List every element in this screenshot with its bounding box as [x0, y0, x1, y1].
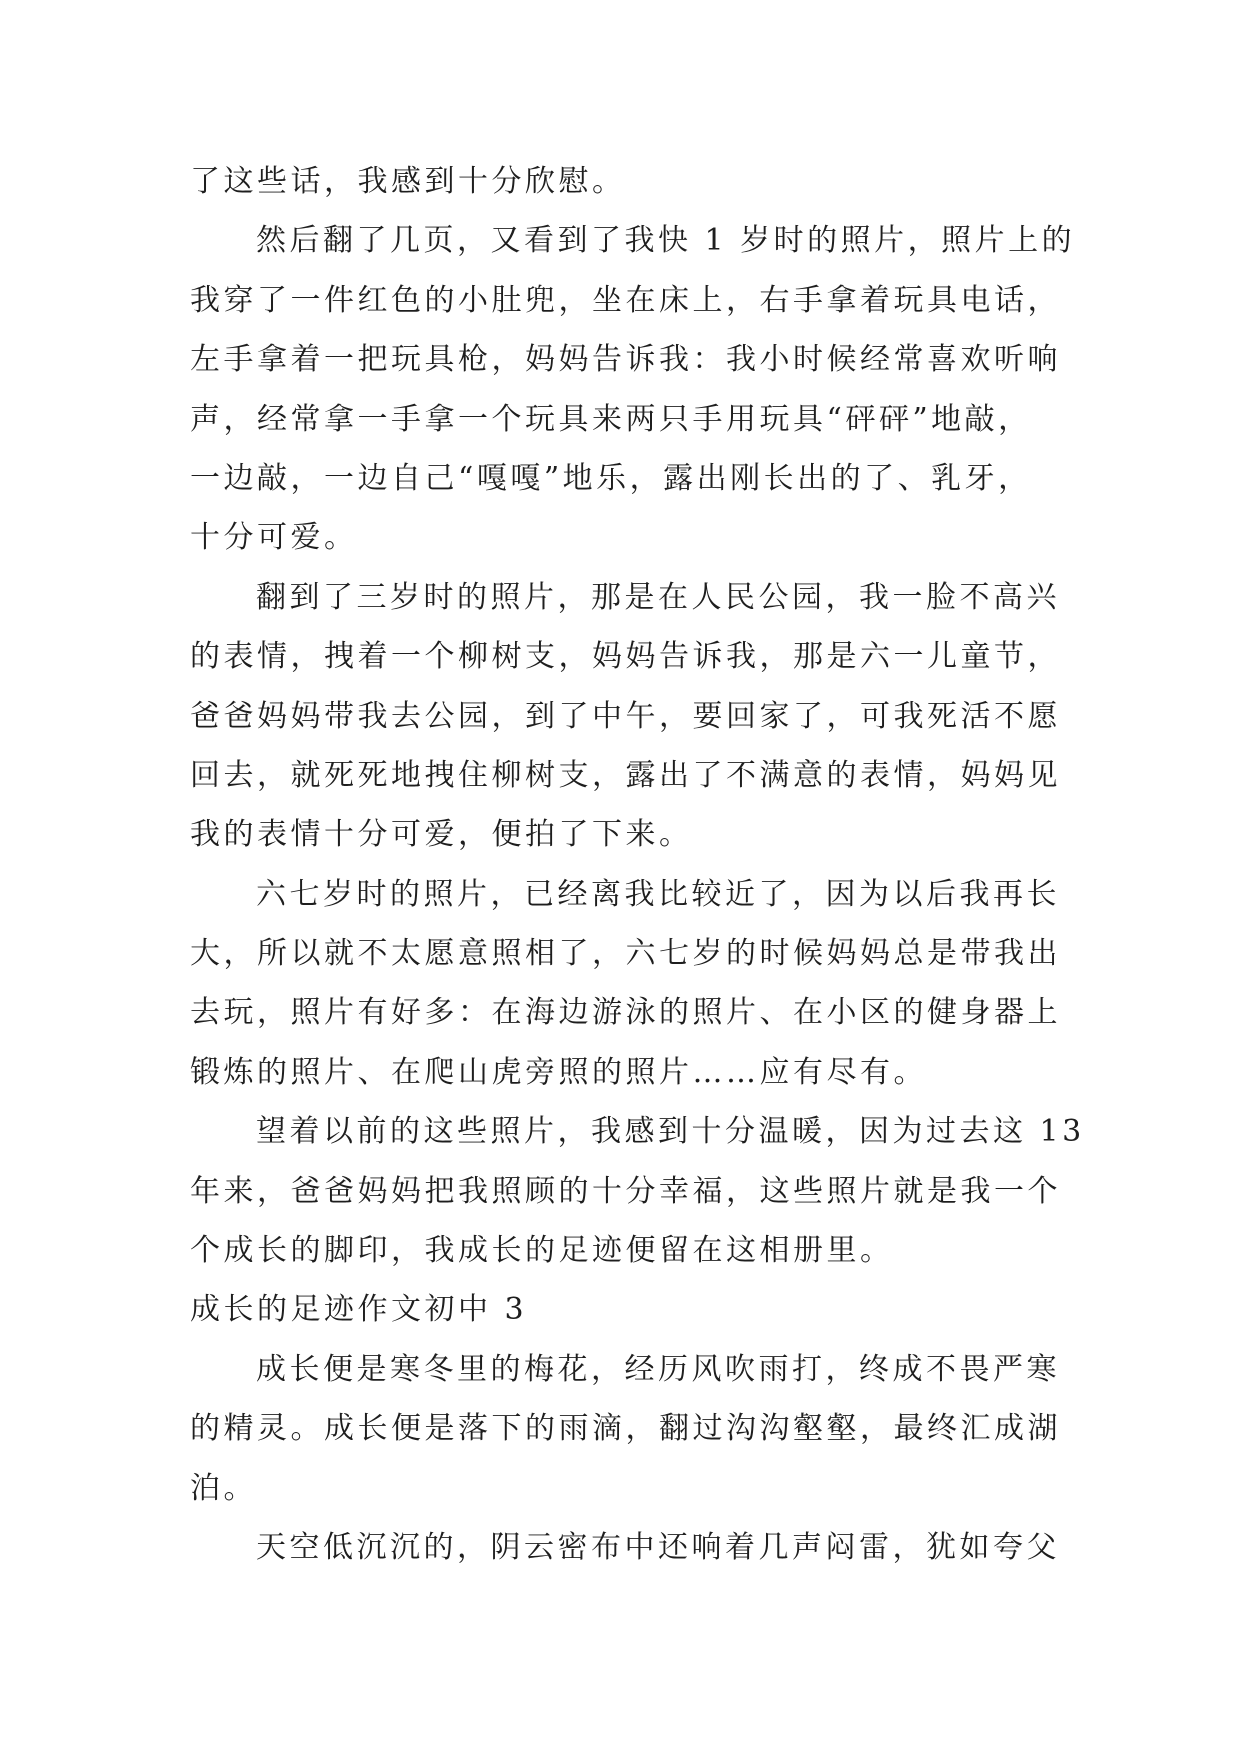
- text-line: 的表情，拽着一个柳树支，妈妈告诉我，那是六一儿童节，: [190, 639, 1061, 675]
- text-line: 左手拿着一把玩具枪，妈妈告诉我：我小时候经常喜欢听响: [190, 342, 1061, 378]
- text-line: 锻炼的照片、在爬山虎旁照的照片……应有尽有。: [190, 1054, 927, 1090]
- text-line: 声，经常拿一手拿一个玩具来两只手用玩具“砰砰”地敲，: [190, 401, 1032, 437]
- text-line: 个成长的脚印，我成长的足迹便留在这相册里。: [190, 1233, 894, 1269]
- text-line: 年来，爸爸妈妈把我照顾的十分幸福，这些照片就是我一个: [190, 1173, 1061, 1209]
- text-line: 一边敲，一边自己“嘎嘎”地乐，露出刚长出的了、乳牙，: [190, 460, 1032, 496]
- text-line: 我的表情十分可爱，便拍了下来。: [190, 817, 693, 853]
- text-line: 我穿了一件红色的小肚兜，坐在床上，右手拿着玩具电话，: [190, 282, 1061, 318]
- text-line: 大，所以就不太愿意照相了，六七岁的时候妈妈总是带我出: [190, 936, 1061, 972]
- section-heading: 成长的足迹作文初中 3: [190, 1292, 528, 1328]
- text-line: 翻到了三岁时的照片，那是在人民公园，我一脸不高兴: [256, 579, 1060, 615]
- text-line: 六七岁时的照片，已经离我比较近了，因为以后我再长: [256, 876, 1060, 912]
- text-line: 天空低沉沉的，阴云密布中还响着几声闷雷，犹如夸父: [256, 1529, 1060, 1565]
- document-body: [190, 152, 1085, 1577]
- text-line: 泊。: [190, 1470, 257, 1506]
- text-line: 回去，就死死地拽住柳树支，露出了不满意的表情，妈妈见: [190, 757, 1061, 793]
- text-line: 了这些话，我感到十分欣慰。: [190, 164, 626, 199]
- text-line: 十分可爱。: [190, 520, 358, 556]
- text-line: 然后翻了几页，又看到了我快 1 岁时的照片，照片上的: [256, 223, 1076, 259]
- text-line: 爸爸妈妈带我去公园，到了中午，要回家了，可我死活不愿: [190, 698, 1061, 734]
- text-line: 成长便是寒冬里的梅花，经历风吹雨打，终成不畏严寒: [256, 1351, 1060, 1387]
- text-line: 去玩，照片有好多：在海边游泳的照片、在小区的健身器上: [190, 995, 1061, 1031]
- text-line: 的精灵。成长便是落下的雨滴，翻过沟沟壑壑，最终汇成湖: [190, 1411, 1061, 1447]
- text-line: 望着以前的这些照片，我感到十分温暖，因为过去这 13: [256, 1114, 1085, 1150]
